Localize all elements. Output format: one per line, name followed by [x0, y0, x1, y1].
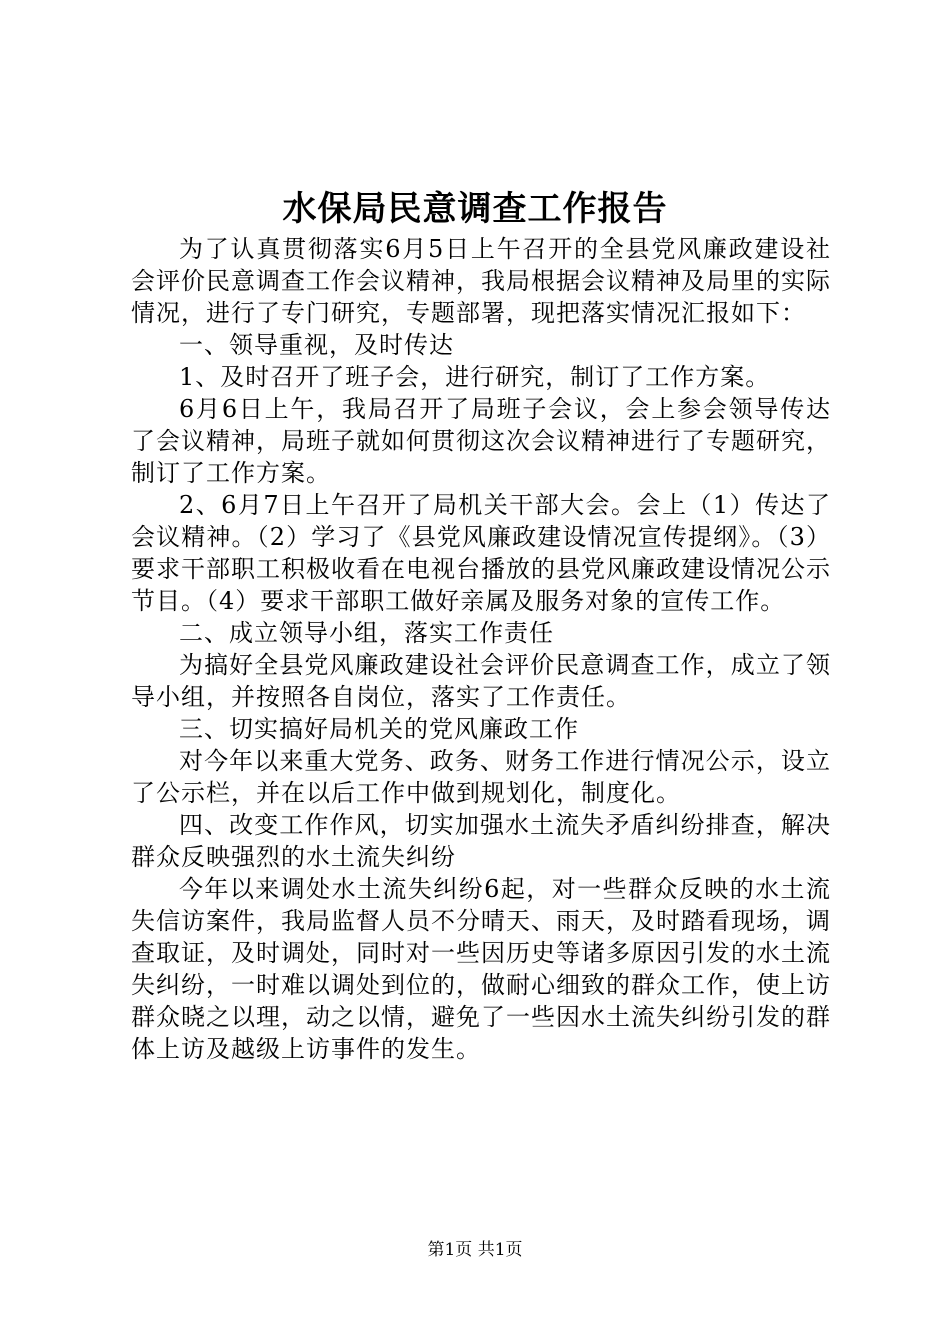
section-heading-4: 四、改变工作作风，切实加强水土流失矛盾纠纷排查，解决群众反映强烈的水土流失纠纷: [131, 811, 831, 871]
section-heading-1: 一、领导重视，及时传达: [179, 331, 454, 359]
paragraph-meeting-june6: 6月6日上午，我局召开了局班子会议，会上参会领导传达了会议精神，局班子就如何贯彻这次会议精神进行了专题研究，制订了工作方案。: [131, 395, 831, 487]
document-body: [131, 233, 831, 1065]
paragraph-intro: 为了认真贯彻落实6月5日上午召开的全县党风廉政建设社会评价民意调查工作会议精神，我局根据会议精神及局里的实际情况，进行了专门研究，专题部署，现把落实情况汇报如下：: [131, 235, 831, 327]
paragraph-disclosure: 对今年以来重大党务、政务、财务工作进行情况公示，设立了公示栏，并在以后工作中做到规划化，制度化。: [131, 747, 831, 807]
section-heading-2: 二、成立领导小组，落实工作责任: [179, 619, 554, 647]
paragraph-item-2: 2、6月7日上午召开了局机关干部大会。会上（1）传达了会议精神。（2）学习了《县党风廉政建设情况宣传提纲》。（3）要求干部职工积极收看在电视台播放的县党风廉政建设情况公示节目。（4）要求干部职工做好亲属及服务对象的宣传工作。: [131, 491, 831, 615]
page-title: 水保局民意调查工作报告: [282, 189, 668, 229]
paragraph-leadership-group: 为搞好全县党风廉政建设社会评价民意调查工作，成立了领导小组，并按照各自岗位，落实了工作责任。: [131, 651, 831, 711]
paragraph-disputes: 今年以来调处水土流失纠纷6起，对一些群众反映的水土流失信访案件，我局监督人员不分晴天、雨天，及时踏看现场，调查取证，及时调处，同时对一些因历史等诸多原因引发的水土流失纠纷，一时难以调处到位的，做耐心细致的群众工作，使上访群众晓之以理，动之以情，避免了一些因水土流失纠纷引发的群体上访及越级上访事件的发生。: [131, 875, 831, 1063]
paragraph-item-1: 1、及时召开了班子会，进行研究，制订了工作方案。: [179, 363, 771, 391]
section-heading-3: 三、切实搞好局机关的党风廉政工作: [179, 715, 579, 743]
page-footer: 第1页 共1页: [427, 1240, 523, 1260]
